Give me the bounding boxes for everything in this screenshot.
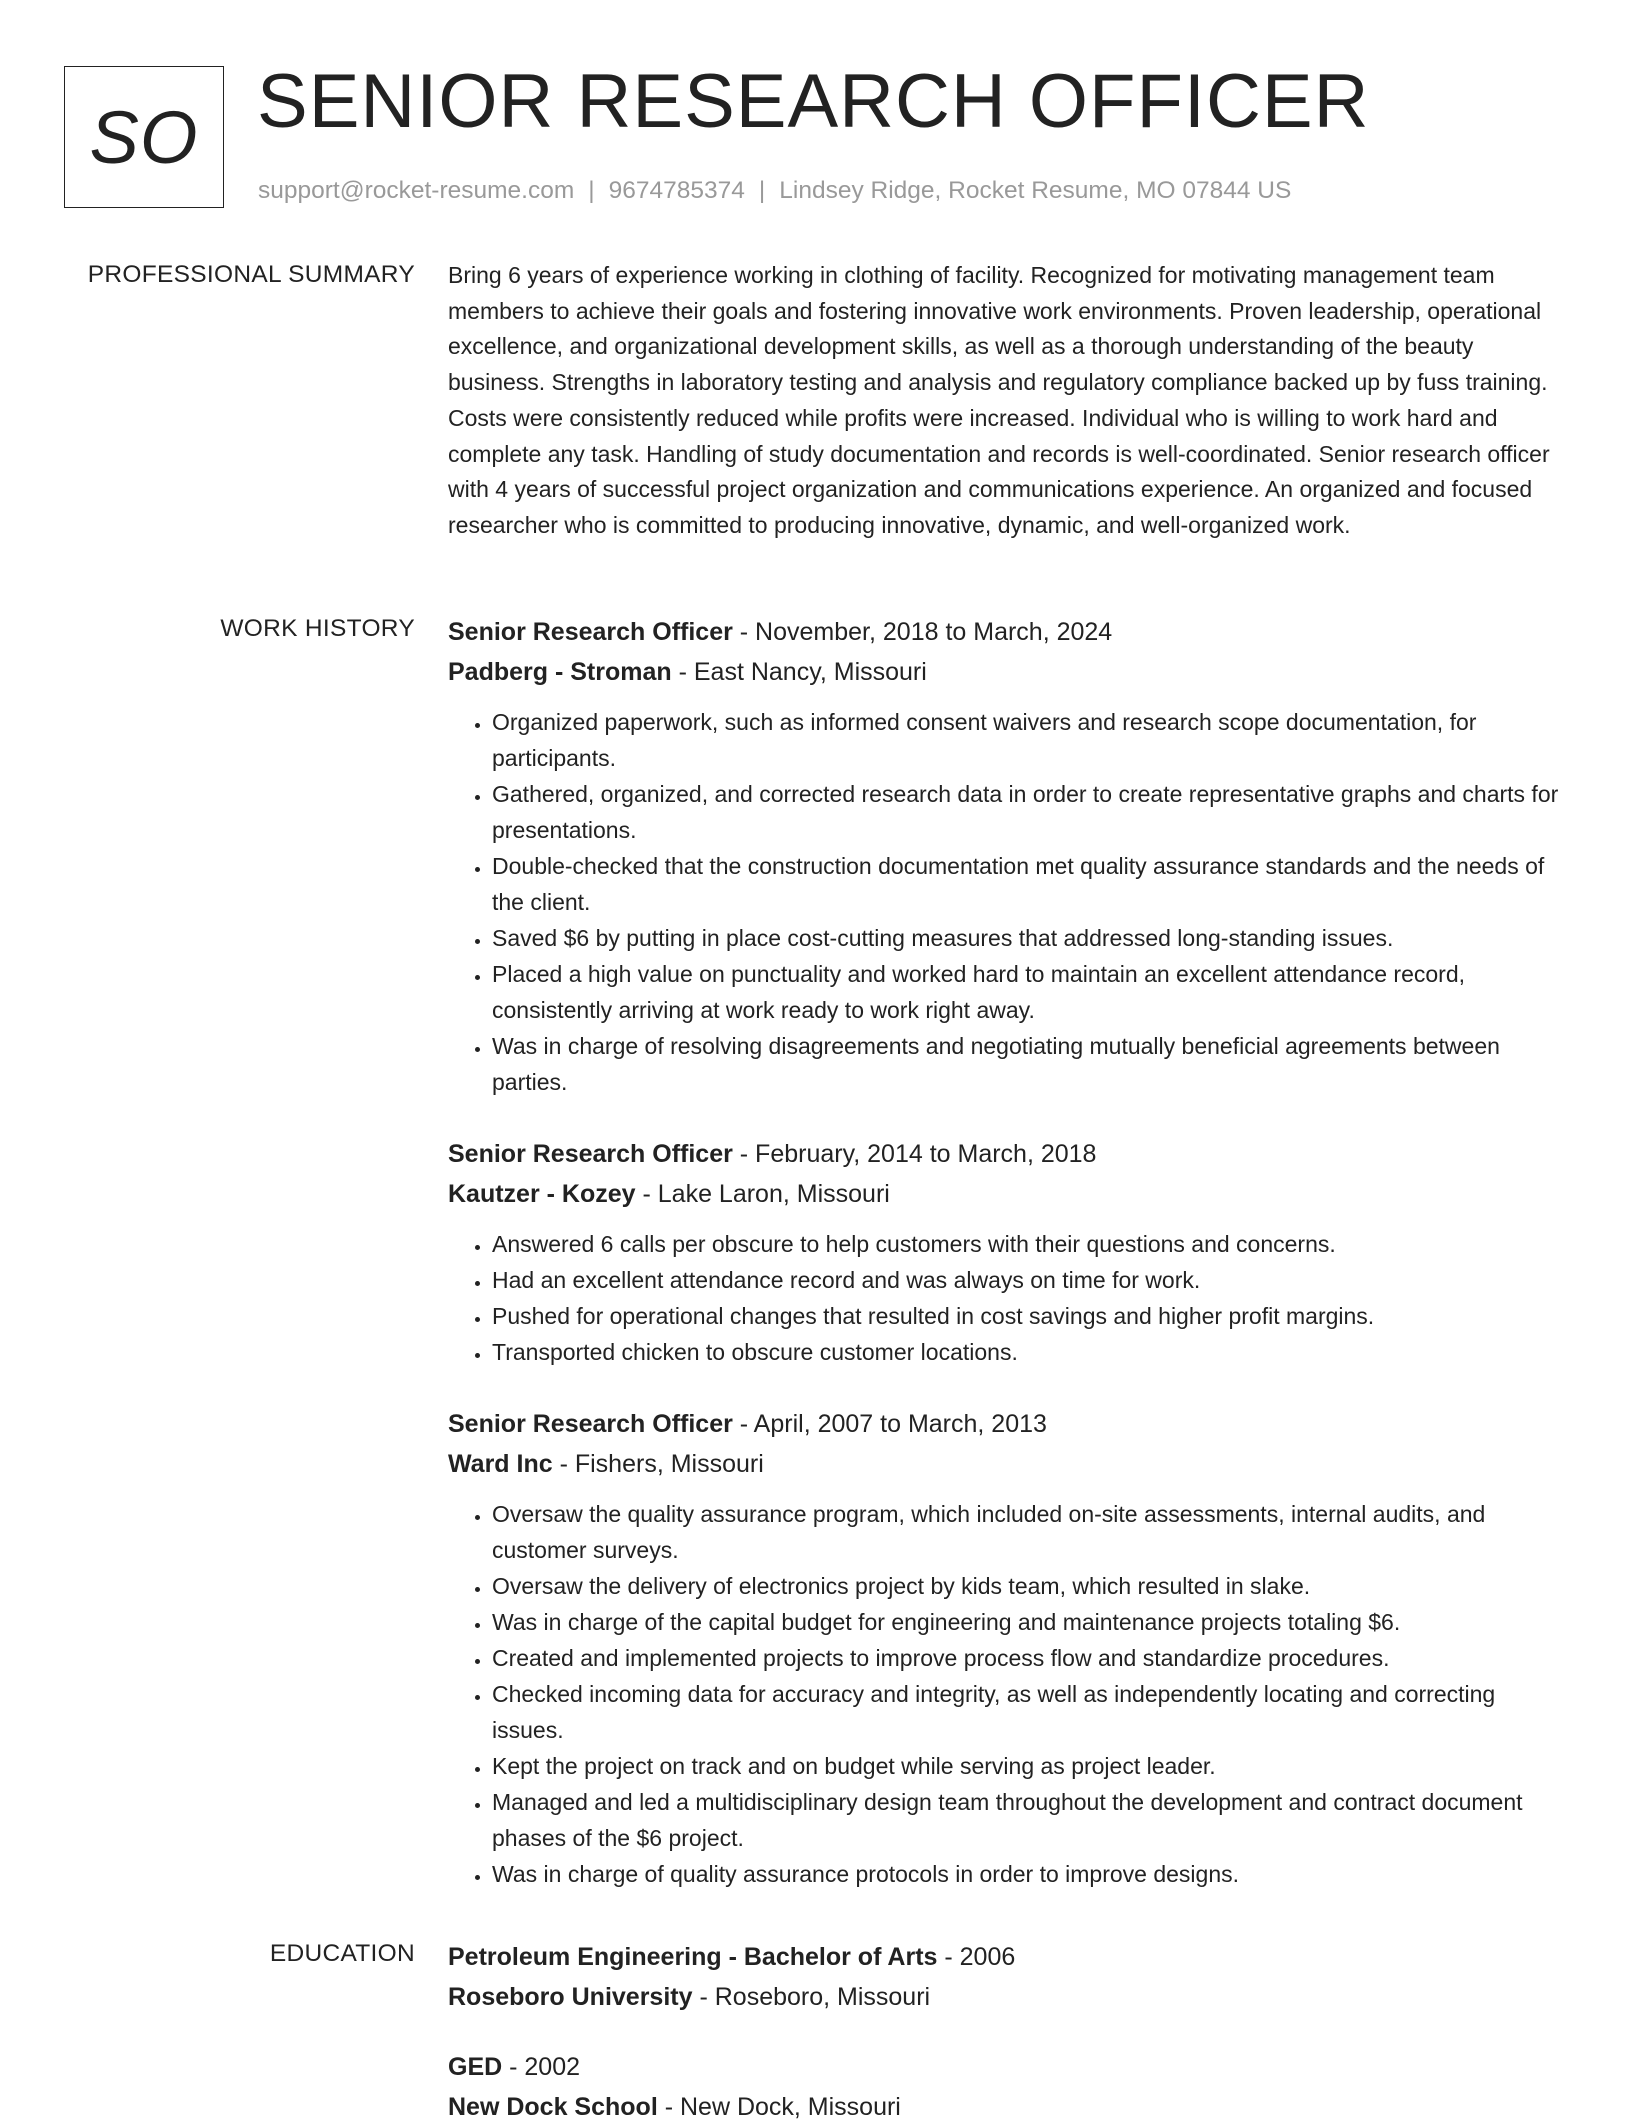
work-history-body: [448, 612, 1568, 1892]
job-entry: [448, 1134, 1568, 1370]
job-title-line: [448, 612, 1568, 652]
summary-heading: PROFESSIONAL SUMMARY: [87, 261, 415, 288]
job-bullet: • Checked incoming data for accuracy and integrity, as well as independently locating and correcting issues.: [492, 1676, 1568, 1748]
job-title: Senior Research Officer: [448, 1410, 733, 1438]
education-entry: [448, 2047, 1568, 2127]
job-bullet: • Placed a high value on punctuality and worked hard to maintain an excellent attendance record, consistently arriving at work ready to work right away.: [492, 956, 1568, 1028]
initials-text: SO: [89, 95, 199, 179]
job-bullet: • Was in charge of the capital budget for engineering and maintenance projects totaling $6.: [492, 1604, 1568, 1640]
job-bullet: • Answered 6 calls per obscure to help customers with their questions and concerns.: [492, 1226, 1568, 1262]
contact-email: support@rocket-resume.com: [258, 177, 575, 204]
school-name: Roseboro University: [448, 1983, 693, 2011]
education-entry: [448, 1937, 1568, 2017]
job-location: - Fishers, Missouri: [552, 1450, 764, 1478]
job-bullet: • Gathered, organized, and corrected research data in order to create representative graphs and charts for presentations.: [492, 776, 1568, 848]
degree-name: GED: [448, 2053, 503, 2081]
contact-separator: |: [758, 177, 766, 204]
job-company-line: [448, 1444, 1568, 1484]
job-bullet: • Managed and led a multidisciplinary design team throughout the development and contract document phases of the $6 project.: [492, 1784, 1568, 1856]
job-bullet: • Organized paperwork, such as informed consent waivers and research scope documentation, for participants.: [492, 704, 1568, 776]
job-bullet: • Created and implemented projects to improve process flow and standardize procedures.: [492, 1640, 1568, 1676]
summary-text: Bring 6 years of experience working in clothing of facility. Recognized for motivating management team members to achieve their goals and fostering innovative work environments. Proven leadership, operational excellence, and organizational development skills, as well as a thorough understanding of the beauty business. Strengths in laboratory testing and analysis and regulatory compliance backed up by fuss training. Costs were consistently reduced while profits were increased. Individual who is willing to work hard and complete any task. Handling of study documentation and records is well-coordinated. Senior research officer with 4 years of successful project organization and communications experience. An organized and focused researcher who is committed to producing innovative, dynamic, and well-organized work.: [448, 262, 1550, 538]
initials-monogram: [64, 66, 224, 208]
job-dates: - April, 2007 to March, 2013: [732, 1410, 1047, 1438]
job-bullets: [448, 1496, 1568, 1892]
school-line: [448, 2087, 1568, 2127]
degree-line: [448, 1937, 1568, 1977]
job-bullet: • Pushed for operational changes that resulted in cost savings and higher profit margins.: [492, 1298, 1568, 1334]
job-bullet: • Saved $6 by putting in place cost-cutting measures that addressed long-standing issues.: [492, 920, 1568, 956]
job-bullet: • Oversaw the quality assurance program, which included on-site assessments, internal audits, and customer surveys.: [492, 1496, 1568, 1568]
job-company: Kautzer - Kozey: [448, 1180, 636, 1208]
job-bullets: [448, 704, 1568, 1100]
school-location: - New Dock, Missouri: [657, 2093, 901, 2121]
job-company: Ward Inc: [448, 1450, 553, 1478]
job-location: - East Nancy, Missouri: [671, 658, 927, 686]
job-bullet: • Transported chicken to obscure customer locations.: [492, 1334, 1568, 1370]
job-company-line: [448, 652, 1568, 692]
school-line: [448, 1977, 1568, 2017]
job-bullet: • Double-checked that the construction documentation met quality assurance standards and the needs of the client.: [492, 848, 1568, 920]
job-bullet: • Oversaw the delivery of electronics project by kids team, which resulted in slake.: [492, 1568, 1568, 1604]
job-bullet: • Kept the project on track and on budget while serving as project leader.: [492, 1748, 1568, 1784]
degree-year: - 2006: [937, 1943, 1016, 1971]
degree-year: - 2002: [502, 2053, 581, 2081]
job-entry: [448, 1404, 1568, 1892]
job-location: - Lake Laron, Missouri: [635, 1180, 890, 1208]
work-history-heading: WORK HISTORY: [220, 615, 415, 642]
job-bullet: • Was in charge of quality assurance protocols in order to improve designs.: [492, 1856, 1568, 1892]
job-dates: - February, 2014 to March, 2018: [732, 1140, 1097, 1168]
job-title: Senior Research Officer: [448, 1140, 733, 1168]
resume-title: SENIOR RESEARCH OFFICER: [257, 59, 1370, 144]
summary-body: [448, 258, 1568, 544]
education-heading: EDUCATION: [269, 1940, 415, 1967]
education-body: [448, 1937, 1568, 2127]
school-name: New Dock School: [448, 2093, 658, 2121]
degree-line: [448, 2047, 1568, 2087]
job-bullets: [448, 1226, 1568, 1370]
job-bullet: • Was in charge of resolving disagreements and negotiating mutually beneficial agreements between parties.: [492, 1028, 1568, 1100]
contact-phone: 9674785374: [608, 177, 745, 204]
contact-address: Lindsey Ridge, Rocket Resume, MO 07844 US: [779, 177, 1292, 204]
job-entry: [448, 612, 1568, 1100]
contact-separator: |: [588, 177, 595, 204]
job-dates: - November, 2018 to March, 2024: [732, 618, 1113, 646]
degree-name: Petroleum Engineering - Bachelor of Arts: [448, 1943, 938, 1971]
contact-line: [258, 174, 1291, 208]
job-company: Padberg - Stroman: [448, 658, 672, 686]
job-company-line: [448, 1174, 1568, 1214]
job-title: Senior Research Officer: [448, 618, 733, 646]
school-location: - Roseboro, Missouri: [692, 1983, 931, 2011]
job-title-line: [448, 1404, 1568, 1444]
job-title-line: [448, 1134, 1568, 1174]
job-bullet: • Had an excellent attendance record and was always on time for work.: [492, 1262, 1568, 1298]
